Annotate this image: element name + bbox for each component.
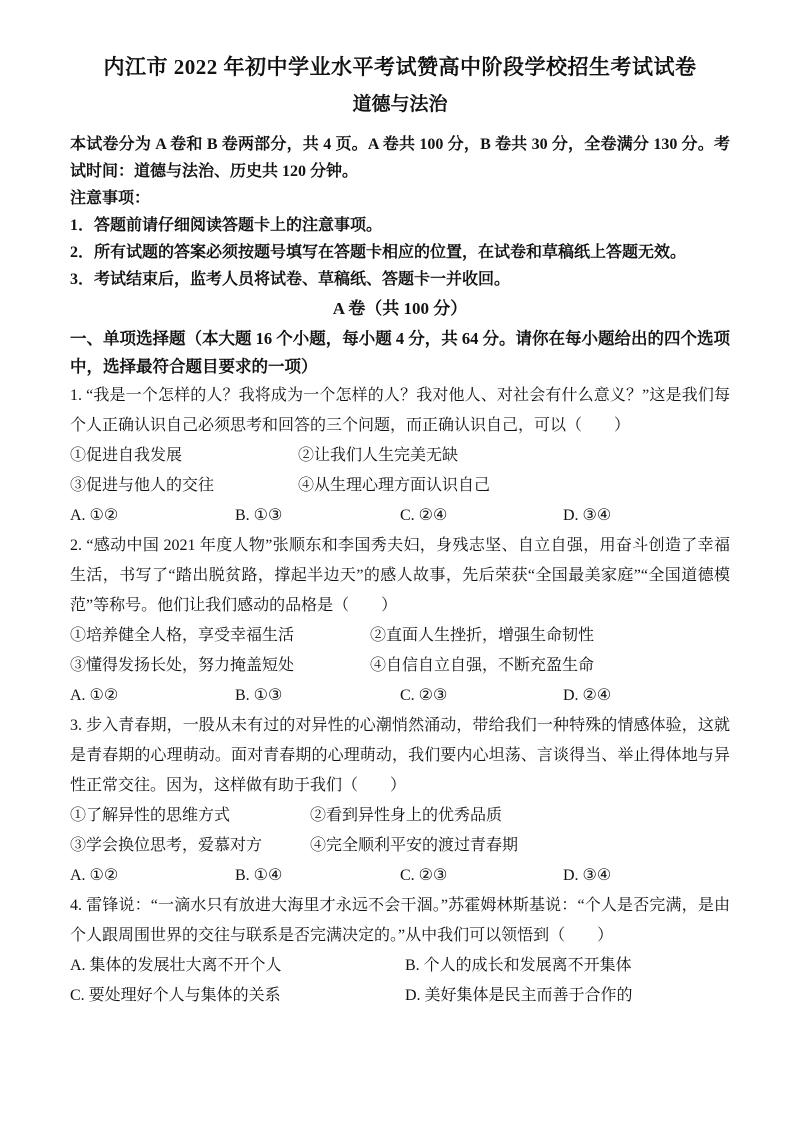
choice-item: D. ②④: [563, 687, 612, 704]
question-1-stem: 1. “我是一个怎样的人？我将成为一个怎样的人？我对他人、对社会有什么意义？”这是我们每个人正确认识自己必须思考和回答的三个问题，而正确认识自己，可以（ ）: [70, 387, 730, 434]
numbered-option: ①促进自我发展: [70, 447, 183, 464]
numbered-option: ①培养健全人格，享受幸福生活: [70, 627, 295, 644]
question-1-options: [70, 441, 730, 501]
question-4: [70, 891, 730, 1011]
choice-item: C. ②③: [400, 867, 448, 884]
choice-item: C. ②③: [400, 687, 448, 704]
note-item-3: 3．考试结束后，监考人员将试卷、草稿纸、答题卡一并收回。: [70, 271, 511, 288]
question-3-stem: 3. 步入青春期，一股从未有过的对异性的心潮悄然涌动，带给我们一种特殊的情感体验，这就是青春期的心理萌动。面对青春期的心理萌动，我们要内心坦荡、言谈得当、举止得体地与异性正常交往。因为，这样做有助于我们（ ）: [70, 717, 730, 794]
choice-item: B. ①③: [235, 687, 283, 704]
choice-item: D. ③④: [563, 507, 612, 524]
part-one-header: 一、单项选择题（本大题 16 个小题，每小题 4 分，共 64 分。请你在每小题给出的四个选项中，选择最符合题目要求的一项）: [70, 329, 730, 376]
numbered-option: ③促进与他人的交往: [70, 477, 215, 494]
numbered-option: ③懂得发扬长处，努力掩盖短处: [70, 657, 295, 674]
choice-item: A. ①②: [70, 507, 119, 524]
notes-title: 注意事项：: [70, 190, 151, 207]
numbered-option: ②直面人生挫折，增强生命韧性: [370, 627, 595, 644]
numbered-option: ②看到异性身上的优秀品质: [310, 807, 503, 824]
question-4-options: [70, 951, 730, 1011]
note-item-2: 2．所有试题的答案必须按题号填写在答题卡相应的位置，在试卷和草稿纸上答题无效。: [70, 244, 687, 261]
question-3-options: [70, 801, 730, 861]
choice-item: D. ③④: [563, 867, 612, 884]
lettered-option: C. 要处理好个人与集体的关系: [70, 987, 281, 1004]
question-2-options: [70, 621, 730, 681]
question-1: [70, 381, 730, 531]
choice-item: B. ①④: [235, 867, 283, 884]
choice-item: A. ①②: [70, 867, 119, 884]
lettered-option: A. 集体的发展壮大离不开个人: [70, 957, 282, 974]
question-2-stem: 2. “感动中国 2021 年度人物”张顺东和李国秀夫妇，身残志坚、自立自强，用奋斗创造了幸福生活，书写了“踏出脱贫路，撑起半边天”的感人故事，先后荣获“全国最美家庭”“全国道德模范”等称号。他们让我们感动的品格是（ ）: [70, 537, 730, 614]
numbered-option: ①了解异性的思维方式: [70, 807, 231, 824]
numbered-option: ④自信自立自强，不断充盈生命: [370, 657, 595, 674]
numbered-option: ④完全顺利平安的渡过青春期: [310, 837, 519, 854]
lettered-option: D. 美好集体是民主而善于合作的: [405, 987, 633, 1004]
choice-item: B. ①③: [235, 507, 283, 524]
numbered-option: ③学会换位思考，爱慕对方: [70, 837, 263, 854]
paper-subject: 道德与法治: [352, 94, 448, 115]
numbered-option: ②让我们人生完美无缺: [298, 447, 459, 464]
question-2: [70, 531, 730, 711]
lettered-option: B. 个人的成长和发展离不开集体: [405, 957, 632, 974]
exam-intro: 本试卷分为 A 卷和 B 卷两部分，共 4 页。A 卷共 100 分，B 卷共 30 分，全卷满分 130 分。考试时间：道德与法治、历史共 120 分钟。: [70, 136, 730, 180]
section-a-heading: A 卷（共 100 分）: [332, 299, 468, 318]
question-3-choices: [70, 861, 730, 891]
note-item-1: 1．答题前请仔细阅读答题卡上的注意事项。: [70, 217, 383, 234]
question-3: [70, 711, 730, 891]
question-1-choices: [70, 501, 730, 531]
question-4-stem: 4. 雷锋说：“一滴水只有放进大海里才永远不会干涸。”苏霍姆林斯基说：“个人是否完满，是由个人跟周围世界的交往与联系是否完满决定的。”从中我们可以领悟到（ ）: [70, 897, 730, 944]
numbered-option: ④从生理心理方面认识自己: [298, 477, 491, 494]
choice-item: C. ②④: [400, 507, 448, 524]
question-2-choices: [70, 681, 730, 711]
paper-title: 内江市 2022 年初中学业水平考试赞高中阶段学校招生考试试卷: [103, 55, 697, 79]
choice-item: A. ①②: [70, 687, 119, 704]
